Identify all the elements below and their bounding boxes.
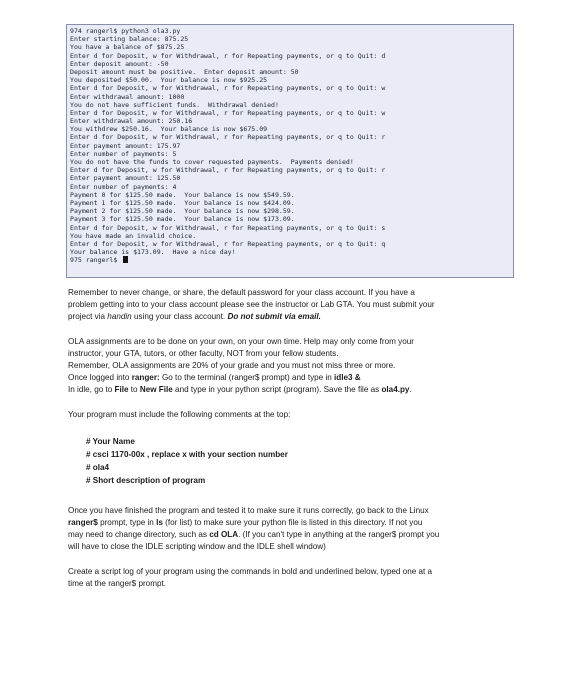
text-run: Once logged into bbox=[68, 372, 132, 382]
terminal-line: Enter d for Deposit, w for Withdrawal, r for Repeating payments, or q to Quit: r bbox=[70, 133, 386, 142]
terminal-line: Payment 0 for $125.50 made. Your balance is now $549.59. bbox=[70, 190, 295, 199]
idle3-command: idle3 & bbox=[334, 372, 361, 382]
terminal-line: Payment 2 for $125.50 made. Your balance is now $298.59. bbox=[70, 207, 295, 216]
terminal-line: Your balance is $173.09. Have a nice day! bbox=[70, 248, 236, 257]
file-menu-term: File bbox=[114, 384, 129, 394]
text-run: . bbox=[409, 384, 412, 394]
text-line: will have to close the IDLE scripting window and the IDLE shell window) bbox=[68, 541, 326, 551]
ls-command: ls bbox=[156, 517, 163, 527]
terminal-line: Enter d for Deposit, w for Withdrawal, r for Repeating payments, or q to Quit: q bbox=[70, 239, 386, 248]
terminal-line: Enter d for Deposit, w for Withdrawal, r for Repeating payments, or q to Quit: r bbox=[70, 166, 386, 175]
terminal-line: Enter d for Deposit, w for Withdrawal, r for Repeating payments, or q to Quit: w bbox=[70, 108, 386, 117]
terminal-line: You deposited $50.00. Your balance is now $925.25 bbox=[70, 76, 268, 85]
text-run: prompt, type in bbox=[97, 517, 157, 527]
new-file-term: New File bbox=[139, 384, 173, 394]
comment-line: # Your Name bbox=[86, 437, 135, 447]
terminal-screenshot bbox=[66, 24, 514, 278]
text-line: Your program must include the following comments at the top: bbox=[68, 410, 291, 420]
terminal-line: Enter number of payments: 5 bbox=[70, 149, 177, 158]
ola-rules-paragraph bbox=[68, 336, 518, 395]
cd-command: cd OLA bbox=[209, 529, 239, 539]
terminal-line: Enter payment amount: 175.97 bbox=[70, 141, 181, 150]
terminal-line: Deposit amount must be positive. Enter deposit amount: 50 bbox=[70, 67, 299, 76]
text-line: problem getting into to your class account please see the instructor or Lab GTA. You must submit your bbox=[68, 299, 435, 309]
terminal-prompt-line bbox=[70, 256, 510, 264]
comment-line: # csci 1170-00x , replace x with your section number bbox=[86, 450, 288, 460]
finish-paragraph bbox=[68, 505, 518, 552]
comment-line: # Short description of program bbox=[86, 476, 206, 486]
comments-intro bbox=[68, 409, 518, 421]
terminal-line: Enter number of payments: 4 bbox=[70, 182, 177, 191]
terminal-line: Enter withdrawal amount: 250.16 bbox=[70, 117, 193, 126]
text-line bbox=[68, 384, 518, 396]
terminal-line: Payment 1 for $125.50 made. Your balance is now $424.09. bbox=[70, 198, 295, 207]
terminal-line: Enter d for Deposit, w for Withdrawal, r for Repeating payments, or q to Quit: w bbox=[70, 84, 386, 93]
password-paragraph bbox=[68, 287, 518, 322]
comment-line: # ola4 bbox=[86, 463, 110, 473]
terminal-line: You have made an invalid choice. bbox=[70, 231, 197, 240]
text-line: Remember, OLA assignments are 20% of your grade and you must not miss three or more. bbox=[68, 360, 396, 370]
terminal-line: Enter starting balance: 875.25 bbox=[70, 35, 189, 44]
text-run: and type in your python script (program). Save the file as bbox=[172, 384, 382, 394]
terminal-line: Enter deposit amount: -50 bbox=[70, 59, 169, 68]
terminal-line: You withdrew $250.16. Your balance is now $675.09 bbox=[70, 125, 268, 134]
text-line: Remember to never change, or share, the default password for your class account. If you have a bbox=[68, 288, 415, 297]
terminal-line: 974 rangerl$ python3 ola3.py bbox=[70, 27, 181, 35]
text-run: . (If you can't type in anything at the ranger$ prompt you bbox=[238, 529, 440, 539]
script-log-paragraph bbox=[68, 566, 518, 590]
ranger-term: ranger: bbox=[131, 372, 160, 382]
email-warning: Do not submit via email. bbox=[227, 311, 321, 321]
text-run: may need to change directory, such as bbox=[68, 529, 210, 539]
text-run: to bbox=[128, 384, 140, 394]
handin-term: handin bbox=[107, 311, 132, 321]
terminal-line: You do not have sufficient funds. Withdrawal denied! bbox=[70, 100, 279, 109]
text-line: time at the ranger$ prompt. bbox=[68, 579, 166, 589]
text-run: In idle, go to bbox=[68, 384, 115, 394]
terminal-line: Enter withdrawal amount: 1000 bbox=[70, 92, 185, 101]
text-line bbox=[68, 372, 518, 384]
terminal-line: Enter payment amount: 125.50 bbox=[70, 174, 181, 183]
terminal-prompt: 975 rangerl$ bbox=[70, 256, 122, 265]
required-comments-list bbox=[68, 435, 518, 487]
text-run: (for list) to make sure your python file is listed in this directory. If not you bbox=[162, 517, 423, 527]
terminal-cursor bbox=[123, 256, 128, 263]
text-line: OLA assignments are to be done on your own, on your own time. Help may only come from your bbox=[68, 337, 414, 347]
terminal-line: Enter d for Deposit, w for Withdrawal, r for Repeating payments, or q to Quit: d bbox=[70, 51, 386, 60]
text-line bbox=[68, 311, 518, 323]
text-run: project via bbox=[68, 311, 108, 321]
text-line: instructor, your GTA, tutors, or other faculty, NOT from your fellow students. bbox=[68, 349, 339, 359]
filename-term: ola4.py bbox=[381, 384, 410, 394]
text-line: Once you have finished the program and tested it to make sure it runs correctly, go back to the Linux bbox=[68, 506, 429, 516]
text-line bbox=[68, 529, 518, 541]
text-run: using your class account. bbox=[131, 311, 228, 321]
terminal-line: Payment 3 for $125.50 made. Your balance is now $173.09. bbox=[70, 215, 295, 224]
instructions-document bbox=[68, 287, 518, 604]
text-line bbox=[68, 517, 518, 529]
ranger-prompt-term: ranger$ bbox=[68, 517, 98, 527]
text-line: Create a script log of your program using the commands in bold and underlined below, typed one at a bbox=[68, 567, 433, 577]
terminal-line: Enter d for Deposit, w for Withdrawal, r for Repeating payments, or q to Quit: s bbox=[70, 223, 386, 232]
terminal-line: You do not have the funds to cover requested payments. Payments denied! bbox=[70, 158, 354, 166]
terminal-line: You have a balance of $875.25 bbox=[70, 43, 185, 52]
text-run: Go to the terminal (ranger$ prompt) and type in bbox=[159, 372, 335, 382]
